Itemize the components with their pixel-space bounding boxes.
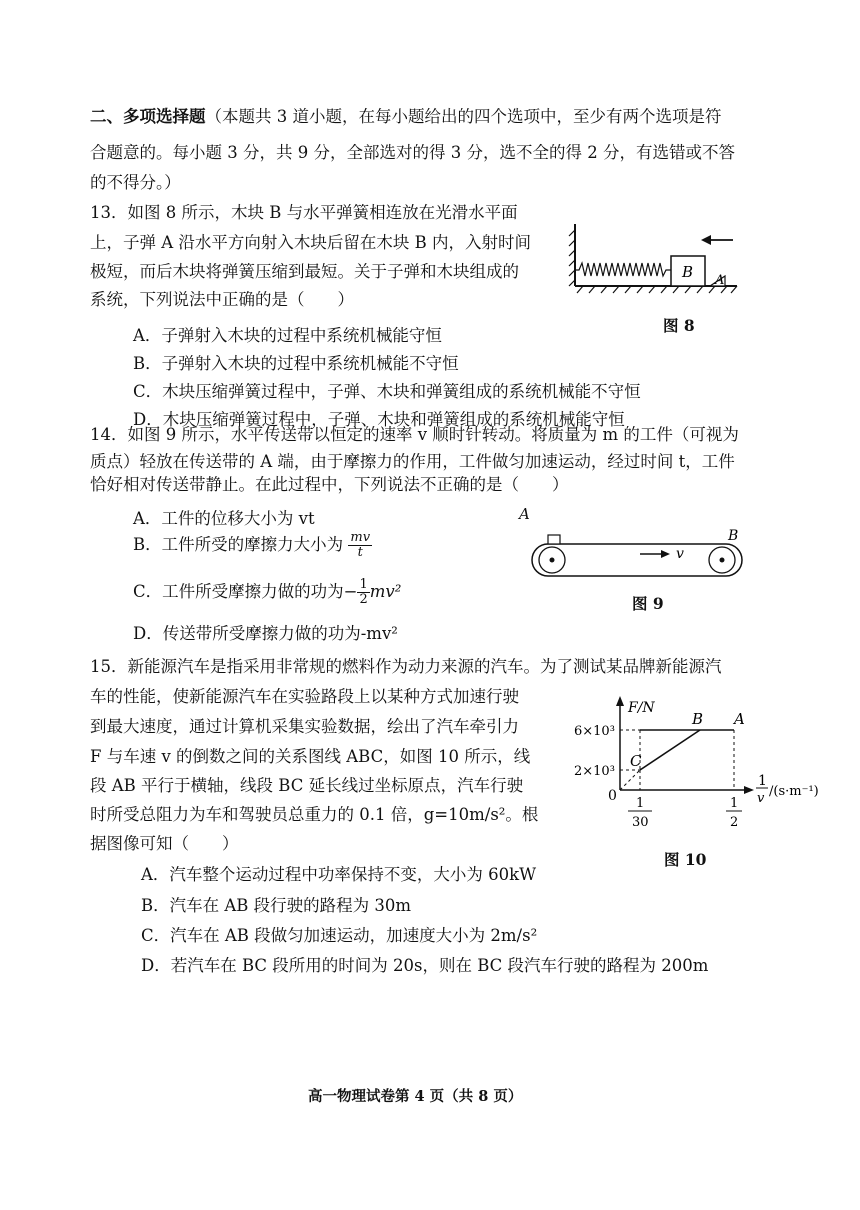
svg-text:v: v	[676, 546, 684, 562]
fraction-one-half: $\frac{1}{2}$	[359, 577, 368, 607]
svg-text:A: A	[715, 273, 725, 288]
svg-text:C: C	[630, 752, 642, 770]
q13-stem-line-4: 系统，下列说法中正确的是（ ）	[90, 290, 354, 309]
svg-text:/(s·m⁻¹): /(s·m⁻¹)	[769, 784, 819, 799]
x-axis-arrow-icon	[744, 786, 754, 794]
svg-text:A: A	[734, 710, 745, 728]
q15-stem-line-4: F 与车速 v 的倒数之间的关系图线 ABC，如图 10 所示，线	[90, 747, 531, 766]
svg-text:B: B	[728, 528, 739, 544]
q14-stem-line-2: 质点）轻放在传送带的 A 端，由于摩擦力的作用，工件做匀加速运动，经过时间 t，工件	[90, 452, 735, 471]
y-axis-arrow-icon	[616, 696, 624, 706]
svg-text:B: B	[692, 710, 704, 728]
svg-text:30: 30	[632, 815, 649, 830]
svg-text:0: 0	[608, 788, 617, 804]
q14-stem-line-3: 恰好相对传送带静止。在此过程中，下列说法不正确的是（ ）	[90, 475, 569, 494]
svg-text:F/N: F/N	[628, 700, 655, 716]
q14-option-c: C．工件所受摩擦力做的功为− $\frac{1}{2}$ mv²	[133, 577, 402, 607]
q14-option-d: D．传送带所受摩擦力做的功为-mv²	[133, 624, 398, 643]
section-instruction-line-1: 二、多项选择题（本题共 3 道小题，在每小题给出的四个选项中，至少有两个选项是符	[90, 107, 722, 126]
section-heading: 二、多项选择题	[90, 107, 206, 126]
q13-option-a: A．子弹射入木块的过程中系统机械能守恒	[133, 326, 442, 345]
q15-option-a: A．汽车整个运动过程中功率保持不变，大小为 60kW	[141, 865, 537, 884]
q15-stem-line-5: 段 AB 平行于横轴，线段 BC 延长线过坐标原点，汽车行驶	[90, 776, 524, 795]
q14-option-b: B．工件所受的摩擦力大小为 $\frac{mv}{t}$	[133, 530, 371, 560]
q13-option-c: C．木块压缩弹簧过程中，子弹、木块和弹簧组成的系统机械能不守恒	[133, 382, 641, 401]
q14-stem-line-1: 14．如图 9 所示，水平传送带以恒定的速率 v 顺时针转动。将质量为 m 的工件（可视为	[90, 425, 739, 444]
q13-stem-line-1: 13．如图 8 所示，木块 B 与水平弹簧相连放在光滑水平面	[90, 203, 518, 222]
section-instruction-line-3: 的不得分。）	[90, 173, 181, 192]
q13-option-b: B．子弹射入木块的过程中系统机械能不守恒	[133, 354, 459, 373]
spring-icon	[575, 263, 671, 276]
fraction-mv-over-t: $\frac{mv}{t}$	[350, 530, 371, 560]
q13-stem-line-3: 极短，而后木块将弹簧压缩到最短。关于子弹和木块组成的	[90, 262, 519, 281]
svg-text:1: 1	[636, 796, 645, 811]
section-instruction-line-2: 合题意的。每小题 3 分，共 9 分，全部选对的得 3 分，选不全的得 2 分，有选错或不答	[90, 143, 735, 162]
q15-option-b: B．汽车在 AB 段行驶的路程为 30m	[141, 896, 412, 915]
q15-stem-line-2: 车的性能，使新能源汽车在实验路段上以某种方式加速行驶	[90, 687, 519, 706]
figure-10-caption: 图 10	[664, 850, 707, 869]
svg-text:1: 1	[758, 773, 767, 789]
figure-10-force-graph	[570, 690, 832, 850]
q15-option-c: C．汽车在 AB 段做匀加速运动，加速度大小为 2m/s²	[141, 926, 538, 945]
svg-text:2×10³: 2×10³	[574, 764, 615, 779]
q15-stem-line-6: 时所受总阻力为车和驾驶员总重力的 0.1 倍，g=10m/s²。根	[90, 805, 539, 824]
q13-option-d: D．木块压缩弹簧过程中，子弹、木块和弹簧组成的系统机械能守恒	[133, 410, 625, 429]
q14-option-a: A．工件的位移大小为 vt	[133, 509, 315, 528]
q15-stem-line-7: 据图像可知（ ）	[90, 834, 239, 853]
svg-text:1: 1	[730, 796, 739, 811]
figure-9-caption: 图 9	[632, 594, 664, 613]
figure-9-conveyor-belt	[530, 528, 750, 584]
q15-stem-line-1: 15．新能源汽车是指采用非常规的燃料作为动力来源的汽车。为了测试某品牌新能源汽	[90, 657, 722, 676]
q15-option-d: D．若汽车在 BC 段所用的时间为 20s，则在 BC 段汽车行驶的路程为 200m	[141, 956, 709, 975]
svg-text:B: B	[682, 263, 694, 281]
figure-9-label-a: A	[519, 505, 530, 523]
q13-stem-line-2: 上，子弹 A 沿水平方向射入木块后留在木块 B 内，入射时间	[90, 233, 532, 252]
svg-text:2: 2	[730, 815, 739, 830]
page-footer: 高一物理试卷第 4 页（共 8 页）	[308, 1088, 523, 1105]
figure-8-spring-block	[565, 218, 745, 298]
svg-text:v: v	[757, 791, 765, 806]
q15-stem-line-3: 到最大速度，通过计算机采集实验数据，绘出了汽车牵引力	[90, 717, 519, 736]
segment-bc	[640, 730, 700, 770]
bc-extension-dashed	[620, 770, 640, 790]
svg-text:6×10³: 6×10³	[574, 724, 615, 739]
workpiece-block	[548, 535, 560, 544]
figure-8-caption: 图 8	[663, 316, 695, 335]
